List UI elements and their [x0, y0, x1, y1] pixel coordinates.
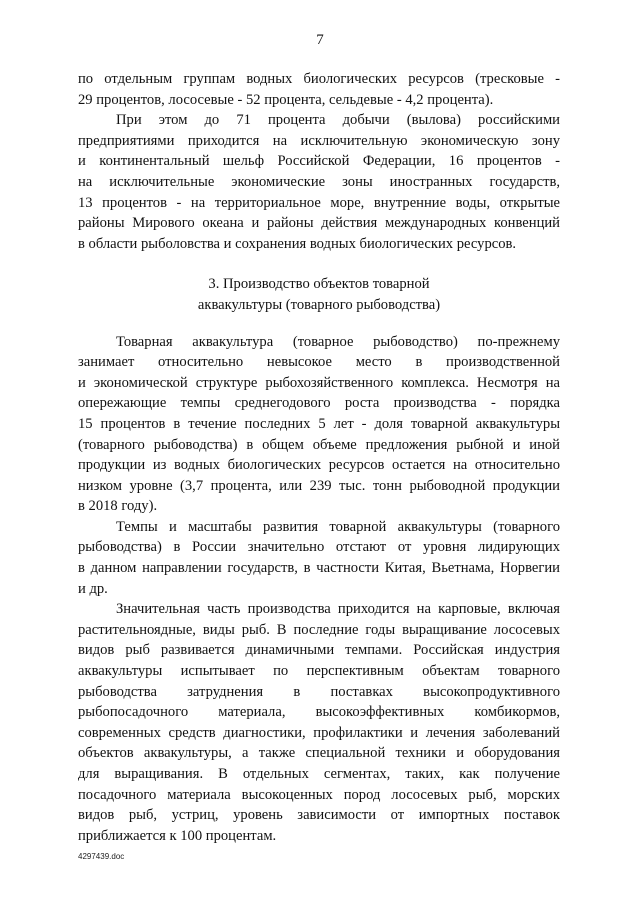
text-line: посадочного материала высокоценных пород лососевых рыб, морских	[78, 786, 560, 803]
text-line: в области рыболовства и сохранения водных биологических ресурсов.	[78, 235, 517, 252]
text-line: (товарного рыбоводства) в общем объеме предложения рыбной и иной	[78, 436, 560, 453]
text-line: приближается к 100 процентам.	[78, 827, 277, 844]
text-line: в 2018 году).	[78, 498, 158, 515]
text-line: для выращивания. В отдельных сегментах, таких, как получение	[78, 766, 560, 782]
section-heading-line: аквакультуры (товарного рыбоводства)	[197, 296, 441, 313]
text-line: продукции из водных биологических ресурсов остается на относительно	[78, 457, 560, 474]
text-line: видов рыб, устриц, уровень зависимости от импортных поставок	[78, 807, 560, 824]
text-line: на исключительные экономические зоны иностранных государств,	[78, 173, 560, 190]
text-line: современных средств диагностики, профилактики и лечения заболеваний	[78, 724, 560, 741]
text-line: аквакультуры испытывает по перспективным объектам товарного	[78, 663, 560, 680]
paragraph-catch-zones	[78, 110, 560, 254]
paragraph-production-structure	[78, 599, 560, 846]
text-line: Значительная часть производства приходится на карповые, включая	[116, 601, 560, 618]
text-line: занимает относительно невысокое место в производственной	[78, 354, 560, 371]
text-line: низком уровне (3,7 процента, или 239 тыс. тонн рыбоводной продукции	[78, 477, 560, 494]
text-line: и др.	[78, 580, 108, 597]
text-line: При этом до 71 процента добычи (вылова) российскими	[116, 112, 560, 129]
text-line: 29 процентов, лососевые - 52 процента, сельдевые - 4,2 процента).	[78, 91, 494, 108]
text-line: и экономической структуре рыбохозяйственного комплекса. Несмотря на	[78, 374, 560, 391]
text-line: Товарная аквакультура (товарное рыбоводство) по-прежнему	[116, 333, 560, 350]
text-line: по отдельным группам водных биологических ресурсов (тресковые -	[78, 71, 560, 87]
text-line: видов рыб развивается динамичными темпами. Российская индустрия	[78, 642, 560, 659]
text-line: в данном направлении государств, в частности Китая, Вьетнама, Норвегии	[78, 560, 560, 577]
text-line: районы Мирового океана и районы действия международных конвенций	[78, 215, 560, 232]
document-body	[78, 69, 560, 846]
text-line: 13 процентов - на территориальное море, внутренние воды, открытые	[78, 194, 560, 211]
text-line: растительноядные, виды рыб. В последние годы выращивание лососевых	[78, 621, 560, 638]
paragraph-aquaculture-share	[78, 332, 560, 517]
text-line: рыбоводства) в России значительно отстают от уровня лидирующих	[78, 539, 560, 556]
paragraph-development-pace	[78, 517, 560, 599]
section-heading-line: 3. Производство объектов товарной	[208, 276, 430, 293]
paragraph-fish-groups	[78, 69, 560, 110]
text-line: опережающие темпы среднегодового роста производства - порядка	[78, 395, 560, 412]
text-line: рыбоводства затруднения в поставках высокопродуктивного	[78, 683, 560, 700]
text-line: объектов аквакультуры, а также специальной техники и оборудования	[78, 745, 560, 762]
document-filename: 4297439.doc	[78, 852, 125, 861]
text-line: предприятиями приходится на исключительную экономическую зону	[78, 132, 560, 149]
text-line: и континентальный шельф Российской Федерации, 16 процентов -	[78, 153, 560, 170]
text-line: 15 процентов в течение последних 5 лет - доля товарной аквакультуры	[78, 415, 560, 432]
section-heading	[78, 274, 560, 315]
text-line: Темпы и масштабы развития товарной аквакультуры (товарного	[116, 518, 560, 535]
page-number: 7	[316, 32, 324, 48]
text-line: рыбопосадочного материала, высокоэффективных комбикормов,	[78, 704, 560, 721]
